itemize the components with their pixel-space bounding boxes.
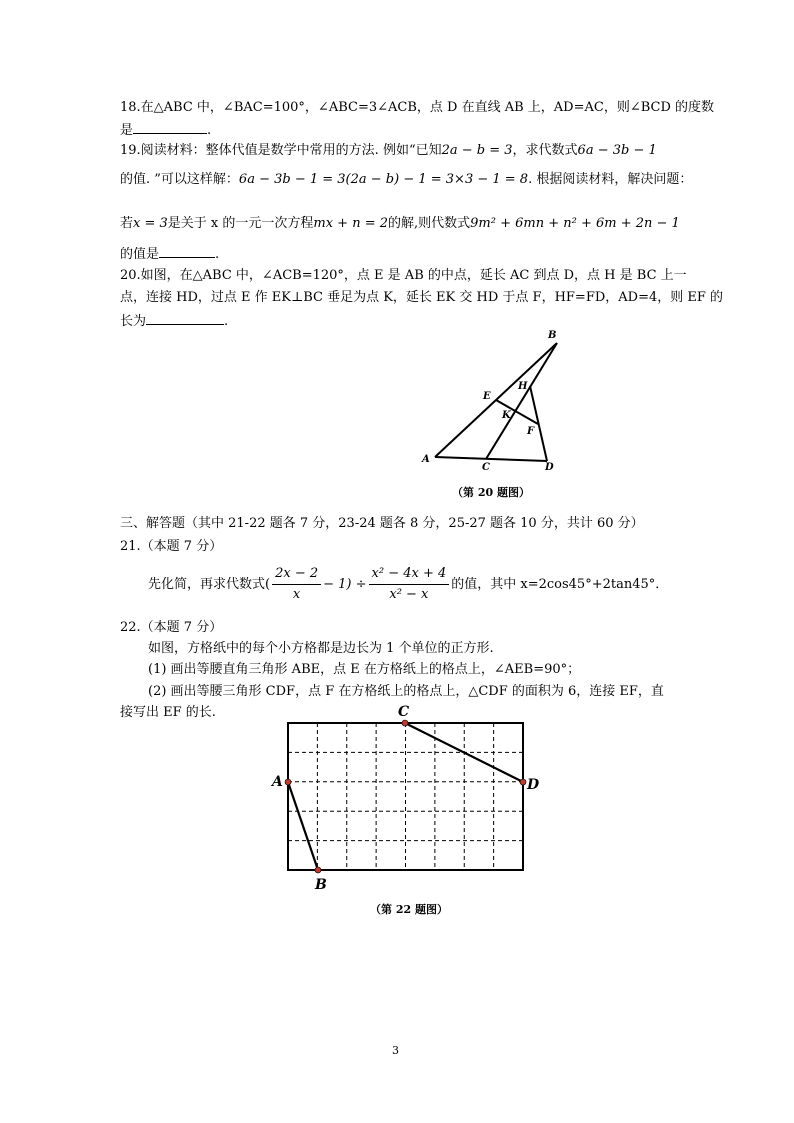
q22-line4: 接写出 EF 的长. (120, 705, 216, 720)
q22-title: 22.（本题 7 分） (120, 620, 223, 635)
q18-line1: 18.在△ABC 中，∠BAC=100°，∠ABC=3∠ACB，点 D 在直线 AB 上，AD=AC，则∠BCD 的度数 (120, 100, 715, 115)
q20-suffix: . (224, 314, 229, 329)
q22-label-c: C (398, 704, 410, 720)
q22-line1: 如图，方格纸中的每个小方格都是边长为 1 个单位的正方形. (148, 641, 494, 656)
q22-point-a (285, 779, 291, 785)
q19-line4-suffix: . (215, 247, 220, 262)
q21-frac2-denominator: x² − x (389, 587, 429, 602)
q21-title: 21.（本题 7 分） (120, 539, 223, 554)
q20-label-e: E (483, 391, 491, 402)
q19-line3-prefix: 若 (120, 216, 134, 231)
q21-fraction-2 (369, 564, 450, 605)
q19-expr-target: 6a − 3b − 1 (577, 143, 657, 158)
q22-caption: （第 22 题图） (370, 903, 448, 916)
q19-mid: ，求代数式 (512, 143, 578, 158)
q19-equation: mx + n = 2 (313, 216, 389, 231)
q21-frac2-numerator: x² − 4x + 4 (369, 564, 450, 585)
q19-answer-blank (159, 243, 215, 258)
q19-line1 (120, 141, 657, 161)
q19-line3-mid2: 的解,则代数式 (388, 216, 471, 231)
q21-mid: − 1) ÷ (323, 577, 367, 592)
q18-prefix: 是 (120, 123, 134, 138)
q22-label-d: D (527, 777, 540, 793)
q21-prefix: 先化简，再求代数式( (148, 577, 271, 592)
q19-line2-suffix: . 根据阅读材料，解决问题： (528, 172, 693, 187)
section3-heading: 三、解答题（其中 21-22 题各 7 分，23-24 题各 8 分，25-27 题各 10 分，共计 60 分） (120, 516, 644, 531)
q19-expr-given: 2a − b = 3 (441, 143, 513, 158)
q20-segment-ad (435, 457, 547, 461)
q22-grid-lines (288, 723, 523, 870)
q20-prefix: 长为 (120, 314, 147, 329)
q20-figure (410, 325, 580, 480)
q21-expression (148, 563, 668, 607)
q20-line3 (120, 310, 228, 332)
q22-grid-figure (265, 700, 555, 895)
q21-suffix: 的值，其中 x=2cos45°+2tan45°． (451, 577, 669, 592)
q19-text: 19.阅读材料：整体代值是数学中常用的方法. 例如“已知 (120, 143, 442, 158)
q20-label-b: B (548, 330, 557, 341)
q21-fraction-1 (272, 564, 321, 605)
q20-label-a: A (422, 454, 430, 465)
q20-answer-blank (146, 310, 224, 325)
q22-point-b (315, 867, 321, 873)
q22-line2: (1) 画出等腰直角三角形 ABE，点 E 在方格纸上的格点上，∠AEB=90°； (148, 662, 581, 677)
q22-line3: (2) 画出等腰三角形 CDF，点 F 在方格纸上的格点上，△CDF 的面积为 6，连接 EF，直 (148, 684, 664, 699)
q19-line3 (120, 214, 680, 234)
q20-label-h: H (518, 381, 528, 392)
q19-line2-prefix: 的值. ”可以这样解： (120, 172, 239, 187)
q21-frac1-numerator: 2x − 2 (272, 564, 321, 585)
q19-expr-x: x = 3 (133, 216, 168, 231)
q18-line2 (120, 119, 211, 141)
q20-label-d: D (545, 462, 554, 473)
q19-line4 (120, 243, 219, 265)
q20-label-c: C (482, 462, 490, 473)
q19-line3-mid: 是关于 x 的一元一次方程 (167, 216, 314, 231)
q18-suffix: . (207, 123, 212, 138)
q22-point-c (402, 720, 408, 726)
q20-label-f: F (527, 426, 535, 437)
q20-label-k: K (502, 410, 511, 421)
page-number: 3 (392, 1044, 399, 1057)
q19-solution-expr: 6a − 3b − 1 = 3(2a − b) − 1 = 3×3 − 1 = 8 (238, 172, 529, 187)
q19-line2 (120, 170, 692, 190)
q19-target-expr: 9m² + 6mn + n² + 6m + 2n − 1 (470, 216, 680, 231)
q20-line1: 20.如图，在△ABC 中，∠ACB=120°，点 E 是 AB 的中点，延长 AC 到点 D，点 H 是 BC 上一 (120, 268, 687, 283)
q22-point-d (520, 779, 526, 785)
q21-frac1-denominator: x (292, 587, 301, 602)
q22-segment-ab (288, 782, 318, 870)
q18-answer-blank (133, 119, 207, 134)
q22-label-a: A (272, 774, 283, 790)
q20-segment-hd (530, 386, 547, 461)
q20-caption: （第 20 题图） (452, 486, 530, 499)
q20-line2: 点，连接 HD，过点 E 作 EK⊥BC 垂足为点 K，延长 EK 交 HD 于点 F，HF=FD，AD=4，则 EF 的 (120, 290, 724, 305)
q22-label-b: B (315, 877, 327, 893)
q19-line4-prefix: 的值是 (120, 247, 160, 262)
